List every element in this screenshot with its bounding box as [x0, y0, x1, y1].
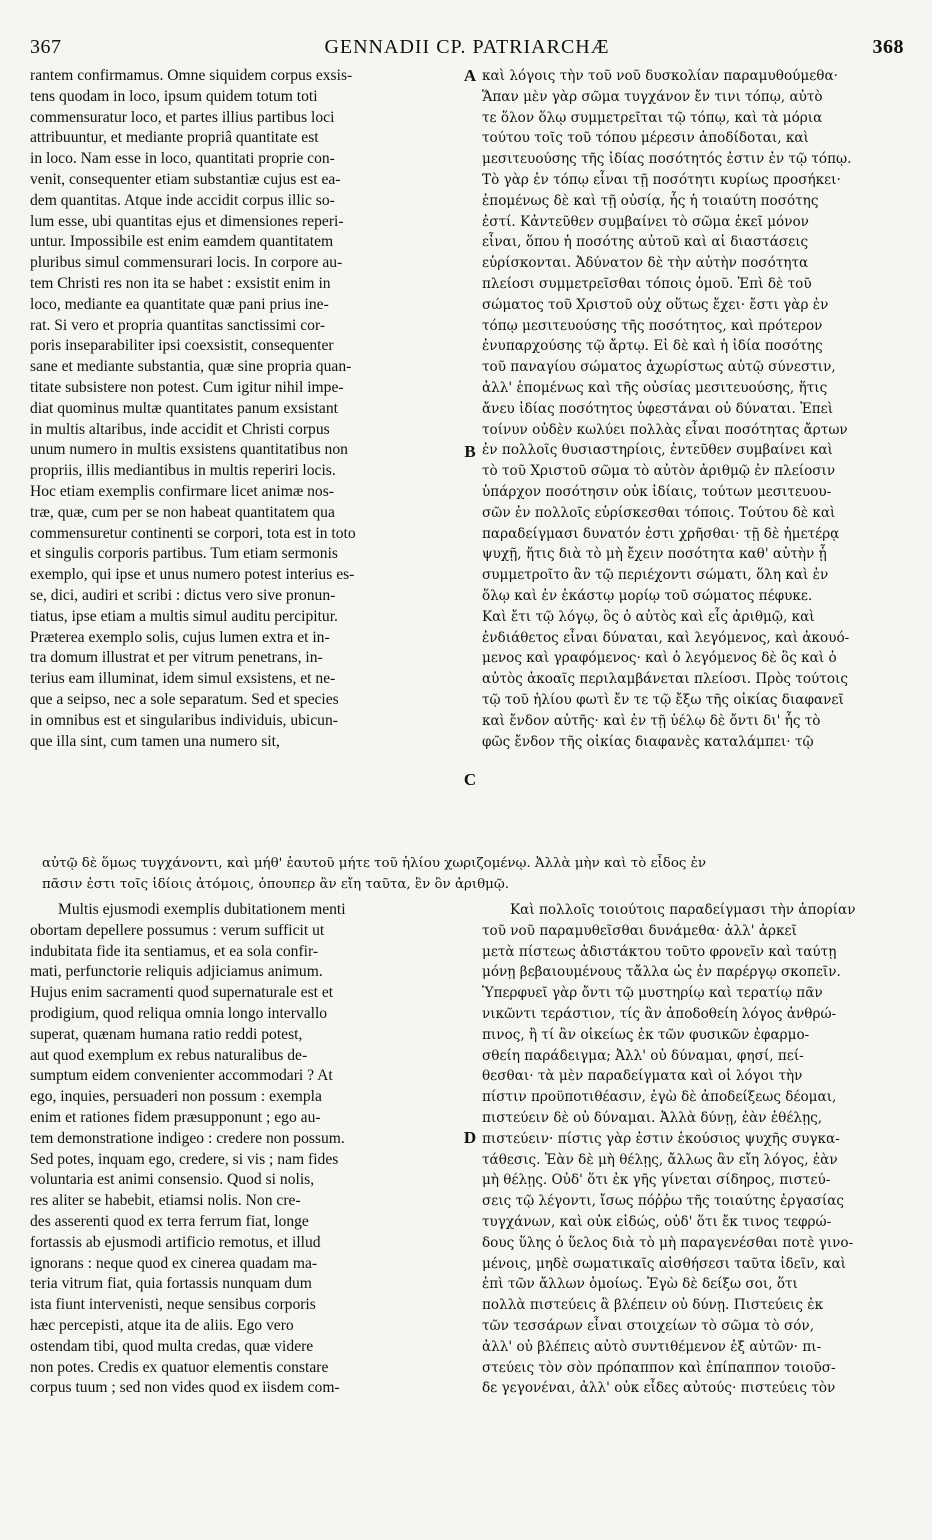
text-line: diat quominus multæ quantitates panum exsistant: [30, 399, 338, 417]
text-line: sumptum eidem convenienter accommodari ? At: [30, 1067, 333, 1085]
text-line: Sed potes, inquam ego, credere, si vis ; nam fides: [30, 1150, 339, 1168]
text-line: in omnibus est et singularibus individuis, ubicun-: [30, 711, 338, 729]
greek-column-top: [482, 66, 906, 752]
greek-column-bottom: [482, 900, 906, 1399]
text-line: fortassis ab ejusmodi artificio remotus, et illud: [30, 1233, 321, 1251]
text-line: θεσθαι· τὰ μὲν παραδείγματα καὶ οἱ λόγοι τὴν: [482, 1068, 803, 1085]
text-line: στεύεις τὸν σὸν πρόπαππον καὶ ἐπίπαππον τοιοῦσ-: [482, 1359, 836, 1376]
text-line: μένοις, μηδὲ σωματικαῖς αἰσθήσεσι ταῦτα ἰδεῖν, καὶ: [482, 1255, 847, 1272]
text-line: mati, perfunctorie reliquis adjiciamus animum.: [30, 963, 323, 981]
text-line: αὐτῷ δὲ ὅμως τυγχάνοντι, καὶ μήθ' ἑαυτοῦ μήτε τοῦ ἡλίου χωριζομένῳ. Ἀλλὰ μὴν καὶ τὸ εἶδος ἐν: [42, 856, 707, 871]
text-line: non potes. Credis ex quatuor elementis constare: [30, 1358, 329, 1376]
text-line: πιστεύειν δὲ οὐ δύναμαι. Ἀλλὰ δύνῃ, ἐὰν ἐθέλῃς,: [482, 1109, 823, 1126]
text-line: ostendam tibi, quod multa credas, quæ videre: [30, 1337, 314, 1355]
text-line: rat. Si vero et propria quantitas sanctissimi cor-: [30, 316, 326, 334]
text-line: τὸ τοῦ Χριστοῦ σῶμα τὸ αὐτὸν ἀριθμῷ ἐν πλείοσιν: [482, 463, 836, 480]
text-line: σῶν ἐν πολλοῖς εὑρίσκεσθαι τόποις. Τούτου δὲ καὶ: [482, 504, 836, 521]
text-line: ἐστί. Κἀντεῦθεν συμβαίνει τὸ σῶμα ἐκεῖ μόνον: [482, 213, 809, 230]
text-line: que a seipso, nec a sole separatum. Sed et species: [30, 690, 339, 708]
text-line: ἐνδιάθετος εἶναι δύναται, καὶ λεγόμενος, καὶ ἀκουό-: [482, 629, 850, 646]
text-line: τοῦ παναγίου σώματος ἀχωρίστως αὐτῷ σύνεστιν,: [482, 359, 836, 376]
running-title: GENNADII CP. PATRIARCHÆ: [324, 36, 610, 58]
text-line: træ, quæ, cum per se non habeat quantitatem qua: [30, 503, 335, 521]
text-line: ὅλῳ καὶ ἐν ἑκάστῳ μορίῳ τοῦ σώματος πέφυκε.: [482, 587, 813, 604]
text-line: dem quantitas. Atque inde accidit corpus illic so-: [30, 191, 335, 209]
text-line: tra domum illustrat et per vitrum penetrans, in-: [30, 649, 323, 667]
text-line: exemplo, qui ipse et unus numero potest interius es-: [30, 566, 355, 584]
text-line: commensuratur loco, et partes illius partibus loci: [30, 108, 335, 126]
text-line: ista fiunt intervenisti, neque sensibus corporis: [30, 1296, 316, 1314]
text-line: τυγχάνων, καὶ οὐκ εἰδώς, οὐδ' ὅτι ἔκ τινος τεφρώ-: [482, 1213, 832, 1230]
text-line: attribuuntur, et mediante propriâ quantitate est: [30, 129, 319, 147]
text-line: μενος καὶ γραφόμενος· καὶ ὁ λεγόμενος δὲ ὃς καὶ ὁ: [482, 650, 837, 667]
text-line: τε ὅλον ὅλῳ συμμετρεῖται τῷ τόπῳ, καὶ τὰ μόρια: [482, 109, 823, 126]
text-line: πᾶσιν ἐστι τοῖς ἰδίοις ἀτόμοις, ὁπουπερ ἂν εἴη ταῦτα, ἓν ὂν ἀριθμῷ.: [42, 876, 510, 892]
text-line: des asserenti quod ex terra ferrum fiat, longe: [30, 1212, 309, 1230]
text-line: ἑπομένως δὲ καὶ τῇ οὐσίᾳ, ἧς ἡ τοιαύτη ποσότης: [482, 192, 819, 209]
page-number-right: 368: [872, 36, 904, 58]
text-line: ἀλλ' ἑπομένως καὶ τῆς οὐσίας μεσιτευούσης, ἥτις: [482, 379, 828, 396]
text-line: ἄνευ ἰδίας ποσότητος ὑφεστάναι οὐ δύναται. Ἐπεὶ: [482, 400, 834, 417]
text-line: terius eam illuminat, idem simul exsistens, et ne-: [30, 670, 336, 688]
text-line: lum esse, ubi quantitas ejus et dimensiones reperi-: [30, 212, 344, 230]
page-number-left: 367: [30, 36, 62, 58]
text-line: enim et rationes fidem præsupponunt ; ego au-: [30, 1108, 321, 1126]
text-line: συμμετροῖτο ἂν τῷ περιέχοντι σώματι, ὅλη καὶ ἐν: [482, 567, 829, 584]
text-line: παραδείγμασι δυνατόν ἐστι χρῆσθαι· τῇ δὲ ἡμετέρᾳ: [482, 525, 840, 542]
text-line: πίστιν προϋποτιθέασιν, ἐγὼ δὲ ἀποδείξεως δέομαι,: [482, 1089, 837, 1106]
text-line: Hoc etiam exemplis confirmare licet animæ nos-: [30, 482, 334, 500]
text-line: que illa sint, cum tamen una numero sit,: [30, 732, 280, 750]
text-line: μεσιτευούσης τῆς ἰδίας ποσότητός ἐστιν ἐν τῷ τόπῳ.: [482, 151, 852, 168]
page-header: [30, 36, 904, 62]
text-line: commensuretur continenti se corpori, tota est in toto: [30, 524, 356, 542]
text-line: res aliter se habebit, etiamsi nolis. Non cre-: [30, 1192, 301, 1210]
text-line: σεις τῷ λέγοντι, ἴσως πόῤῥω τῆς τοιαύτης ἐργασίας: [482, 1193, 845, 1210]
text-line: πολλὰ πιστεύεις ἃ βλέπειν οὐ δύνῃ. Πιστεύεις ἐκ: [482, 1297, 824, 1314]
text-line: pluribus simul commensurari locis. In corpore au-: [30, 254, 343, 272]
text-line: δους ὕλης ὁ ὕελος διὰ τὸ μὴ παραγενέσθαι ποτὲ γινο-: [482, 1234, 854, 1251]
text-line: σθείη παράδειγμα; Ἀλλ' οὐ δύναμαι, φησί, πεί-: [482, 1047, 804, 1064]
text-line: δε γεγονέναι, ἀλλ' οὐκ εἶδες αὐτούς· πιστεύεις τὸν: [482, 1380, 836, 1397]
text-line: titate subsistere non potest. Cum igitur nihil impe-: [30, 378, 344, 396]
text-line: ὑπάρχον ποσότησιν οὐκ ἰδίαις, τούτων μεσιτευου-: [482, 483, 832, 500]
text-line: φῶς ἔνδον τῆς οἰκίας διαφανὲς καταλάμπει· τῷ: [482, 733, 814, 750]
text-line: venit, consequenter etiam substantiæ cujus est ea-: [30, 170, 341, 188]
text-line: εἶναι, ὅπου ἡ ποσότης αὐτοῦ καὶ αἱ διαστάσεις: [482, 234, 809, 251]
text-line: τοίνυν οὐδὲν κωλύει πολλὰς εἶναι ποσότητας ἄρτων: [482, 421, 848, 438]
text-line: τῷ τοῦ ἡλίου φωτὶ ἔν τε τῷ ἔξω τῆς οἰκίας διαφανεῖ: [482, 691, 844, 708]
text-line: ego, inquies, persuaderi non possum : exempla: [30, 1088, 322, 1106]
text-line: ψυχῇ, ἥτις διὰ τὸ μὴ ἔχειν ποσότητα καθ' αὑτὴν ᾗ: [482, 546, 827, 563]
text-line: obortam depellere possumus : verum sufficit ut: [30, 921, 325, 939]
latin-column-top: [30, 66, 460, 752]
text-line: μετὰ πίστεως ἀδιστάκτου τοῦτο φρονεῖν καὶ ταύτῃ: [482, 943, 837, 960]
text-line: σώματος τοῦ Χριστοῦ οὐχ οὕτως ἔχει· ἔστι γὰρ ἐν: [482, 296, 829, 313]
text-line: Καὶ ἔτι τῷ λόγῳ, ὃς ὁ αὐτὸς καὶ εἷς ἀριθμῷ, καὶ: [482, 608, 815, 625]
text-line: αὐτὸς ἀκοαῖς περιλαμβάνεται πλείοσι. Πρὸς τούτοις: [482, 671, 848, 688]
text-line: se, dici, audiri et scribi : dictus vero sive pronun-: [30, 586, 336, 604]
text-line: et singulis corporis partibus. Tum etiam sermonis: [30, 545, 338, 563]
text-line: tens quodam in loco, ipsum quidem totum toti: [30, 87, 318, 105]
text-line: prodigium, quod reliqua omnia longo intervallo: [30, 1004, 328, 1022]
text-line: teria vitrum fiat, quia fortassis nunquam dum: [30, 1275, 312, 1293]
section-marker-c: C: [463, 770, 477, 789]
text-line: Καὶ πολλοῖς τοιούτοις παραδείγμασι τὴν ἀπορίαν: [510, 902, 856, 918]
text-line: εὑρίσκονται. Ἀδύνατον δὲ τὴν αὐτὴν ποσότητα: [482, 255, 809, 272]
text-line: τάθεσις. Ἐὰν δὲ μὴ θέλῃς, ἄλλως ἂν εἴη λόγος, ἐὰν: [482, 1151, 838, 1168]
text-line: in multis altaribus, inde accidit et Christi corpus: [30, 420, 330, 438]
text-line: untur. Impossibile est enim eamdem quantitatem: [30, 233, 334, 251]
text-line: tem Christi res non ita se habet : exsistit enim in: [30, 274, 331, 292]
text-line: voluntaria est animi consensio. Quod si nolis,: [30, 1171, 315, 1189]
section-marker-b: B: [464, 442, 476, 461]
text-line: ignorans : neque quod ex cinerea quadam ma-: [30, 1254, 318, 1272]
text-line: ἐνυπαρχούσης τῷ ἄρτῳ. Εἰ δὲ καὶ ἡ ἰδία ποσότης: [482, 338, 823, 355]
section-marker-d: D: [463, 1128, 477, 1147]
text-line: Ἅπαν μὲν γὰρ σῶμα τυγχάνον ἔν τινι τόπῳ, αὐτὸ: [482, 88, 823, 105]
text-line: μόνῃ βεβαιουμένους τἄλλα ὡς ἐν παρέργῳ σκοπεῖν.: [482, 964, 841, 981]
text-line: τόπῳ μεσιτευούσης τῆς ποσότητος, καὶ πρότερον: [482, 317, 823, 334]
text-line: τῶν τεσσάρων εἶναι στοιχείων τὸ σῶμα τὸ σόν,: [482, 1317, 815, 1334]
text-line: Τὸ γὰρ ἐν τόπῳ εἶναι τῇ ποσότητι κυρίως προσήκει·: [482, 171, 841, 188]
text-line: ἐπὶ τῶν ἄλλων ὁμοίως. Ἐγὼ δὲ δείξω σοι, ὅτι: [482, 1276, 798, 1293]
text-line: καὶ λόγοις τὴν τοῦ νοῦ δυσκολίαν παραμυθούμεθα·: [482, 68, 838, 84]
text-line: indubitata fide ita sentiamus, et ea sola confir-: [30, 942, 319, 960]
greek-spanning-lines: [42, 854, 904, 896]
text-line: tem demonstratione indigeo : credere non possum.: [30, 1129, 345, 1147]
text-line: Ὑπερφυεῖ γὰρ ὄντι τῷ μυστηρίῳ καὶ τερατίῳ πᾶν: [482, 985, 823, 1002]
text-line: καὶ ἔνδον αὐτῆς· καὶ ἐν τῇ ὑέλῳ δὲ ὄντι δι' ἧς τὸ: [482, 712, 821, 729]
text-line: μὴ θέλῃς. Οὐδ' ὅτι ἐκ γῆς γίνεται σίδηρος, πιστεύ-: [482, 1172, 831, 1189]
text-line: Præterea exemplo solis, cujus lumen extra et in-: [30, 628, 330, 646]
text-line: Hujus enim sacramenti quod supernaturale est et: [30, 984, 334, 1002]
text-line: πιστεύειν· πίστις γὰρ ἐστιν ἑκούσιος ψυχῆς συγκα-: [482, 1130, 840, 1147]
text-line: aut quod exemplum ex rebus naturalibus de-: [30, 1046, 308, 1064]
text-line: propriis, illis mediantibus in multis reperiri locis.: [30, 462, 336, 480]
text-line: loco, mediante ea quantitate quæ pani prius ine-: [30, 295, 329, 313]
text-line: πλείοσι συμμετρεῖσθαι τόποις ὁμοῦ. Ἐπὶ δὲ τοῦ: [482, 275, 812, 292]
text-line: ἀλλ' οὐ βλέπεις αὐτὸ συντιθέμενον ἐξ αὐτῶν· πι-: [482, 1338, 822, 1355]
text-line: superat, quænam humana ratio reddi potest,: [30, 1025, 303, 1043]
section-marker-a: A: [463, 66, 477, 85]
text-line: tiatus, ipse etiam a multis simul auditu percipitur.: [30, 607, 338, 625]
text-line: τοῦ νοῦ παραμυθεῖσθαι δυνάμεθα· ἀλλ' ἀρκεῖ: [482, 922, 797, 939]
text-line: τούτου τοῖς τοῦ τόπου μέρεσιν ἀποδίδοται, καὶ: [482, 130, 809, 147]
text-line: νικῶντι τεράστιον, τίς ἂν ἀποδοθείη λόγος ἀνθρώ-: [482, 1005, 837, 1022]
latin-column-bottom: [30, 900, 460, 1399]
text-line: πινος, ἢ τί ἂν οἰκείως ἐκ τῶν φυσικῶν ἐφαρμο-: [482, 1026, 810, 1043]
text-line: in loco. Nam esse in loco, quantitati proprie con-: [30, 150, 335, 168]
text-line: ἐν πολλοῖς θυσιαστηρίοις, ἐντεῦθεν συμβαίνει καὶ: [482, 442, 833, 459]
text-line: corpus tuum ; sed non vides quod ex iisdem com-: [30, 1379, 340, 1397]
text-line: Multis ejusmodi exemplis dubitationem menti: [58, 901, 346, 918]
text-line: unum numero in multis exsistens quantitatibus non: [30, 441, 348, 459]
text-line: rantem confirmamus. Omne siquidem corpus exsis-: [30, 67, 353, 84]
text-line: poris inseparabiliter ipsi coexsistit, consequenter: [30, 337, 334, 355]
text-line: sane et mediante substantia, quæ sine propria quan-: [30, 358, 352, 376]
text-line: hæc percepisti, atque ita de aliis. Ego vero: [30, 1316, 294, 1334]
